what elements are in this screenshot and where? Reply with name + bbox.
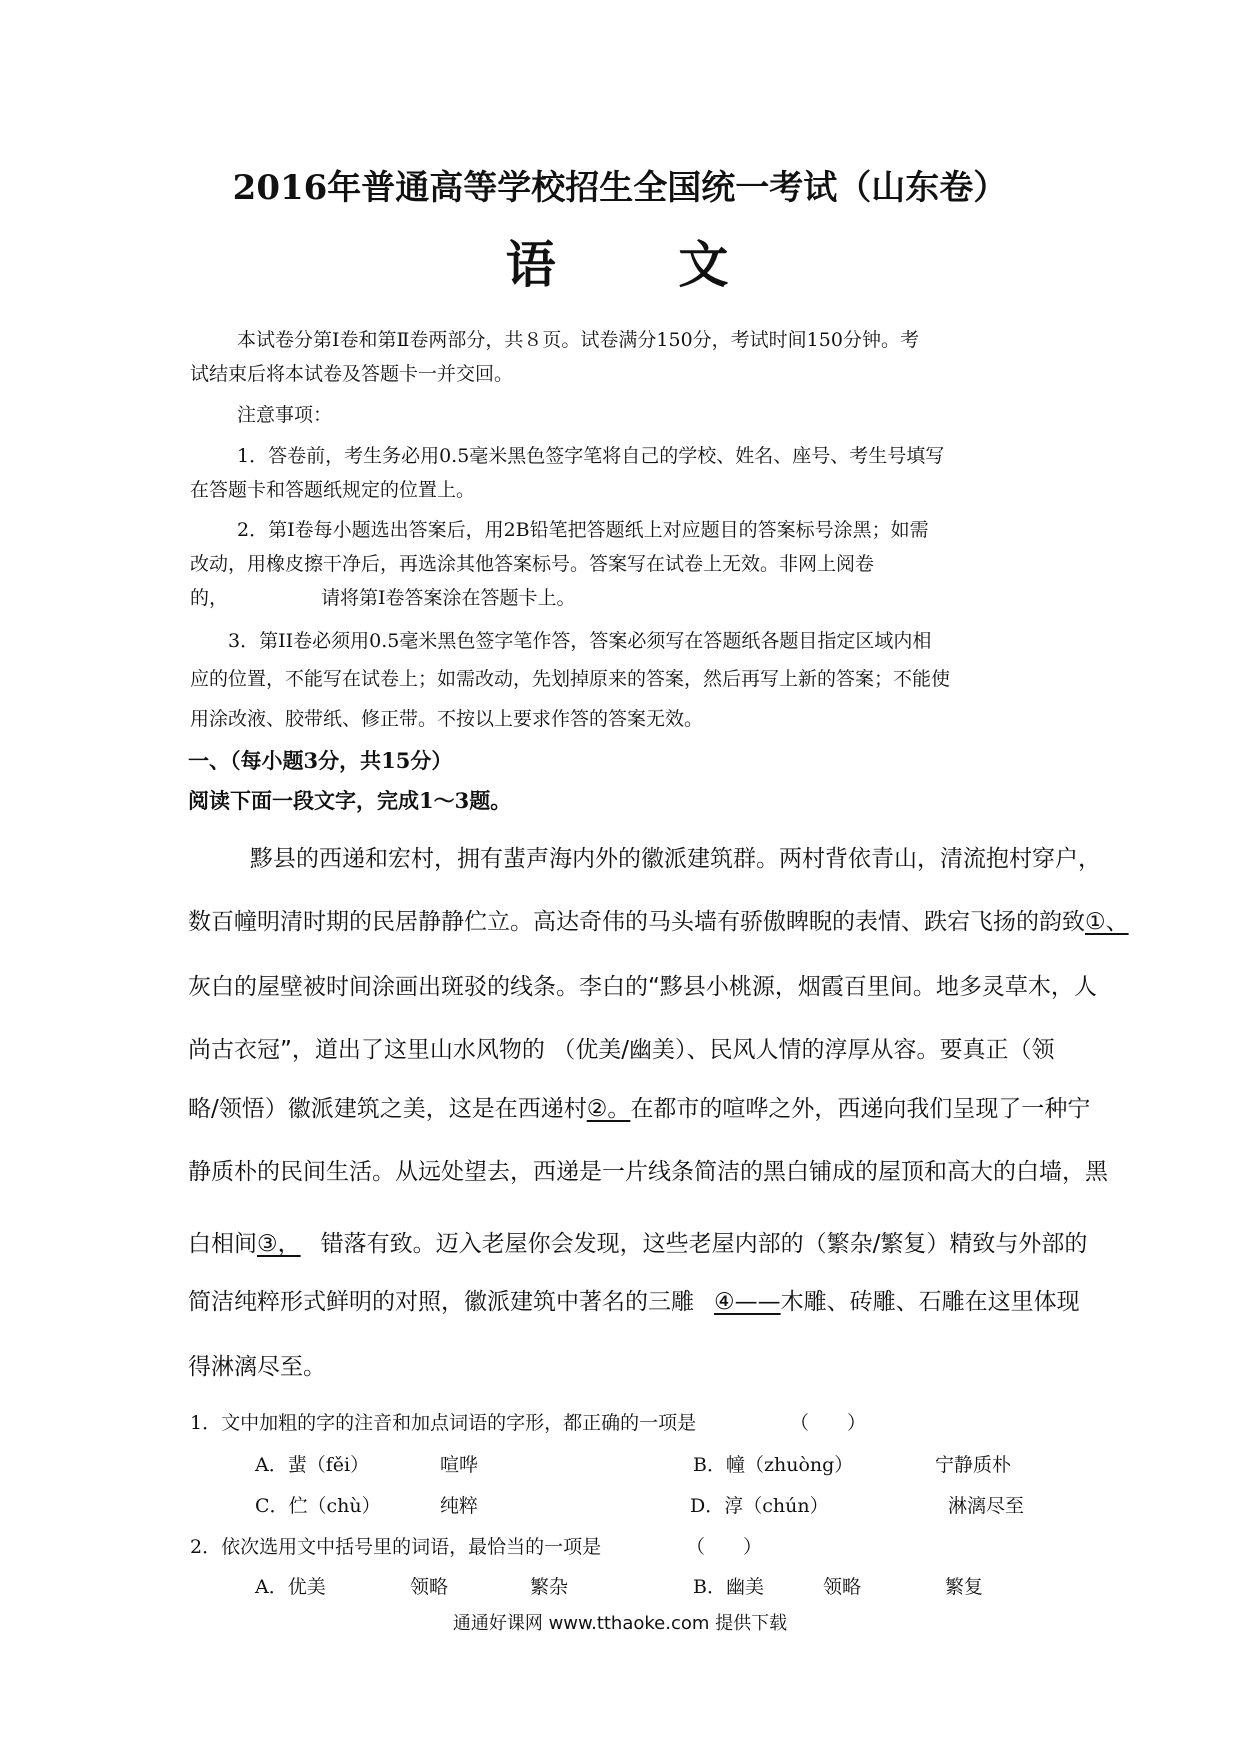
question-2-paren: （ ） bbox=[686, 1536, 763, 1558]
blank-marker-2: ②。 bbox=[586, 1096, 631, 1122]
passage-text: 略/领悟）徽派建筑之美，这是在西递村 bbox=[188, 1096, 587, 1122]
note-1-line-2: 在答题卡和答题纸规定的位置上。 bbox=[190, 479, 476, 501]
passage-text: 白相间 bbox=[188, 1231, 257, 1257]
blank-marker-1: ①、 bbox=[1085, 909, 1129, 935]
q2-option-a-word-3: 繁杂 bbox=[530, 1576, 569, 1598]
passage-line-3: 灰白的屋壁被时间涂画出斑驳的线条。李白的“黟县小桃源，烟霞百里间。地多灵草木，人 bbox=[188, 974, 1097, 1000]
passage-line-1: 黟县的西递和宏村，拥有蜚声海内外的徽派建筑群。两村背依青山，清流抱村穿户， bbox=[250, 846, 1101, 872]
blank-marker-4: ④—— bbox=[714, 1289, 781, 1315]
passage-line-7 bbox=[188, 1225, 1087, 1258]
q1-option-c-word: 纯粹 bbox=[440, 1495, 479, 1517]
passage-line-8 bbox=[188, 1283, 1080, 1316]
passage-text: 错落有致。迈入老屋你会发现，这些老屋内部的（繁杂/繁复）精致与外部的 bbox=[320, 1231, 1088, 1257]
intro-line-1: 本试卷分第Ⅰ卷和第Ⅱ卷两部分，共８页。试卷满分150分，考试时间150分钟。考 bbox=[237, 329, 919, 351]
blank-marker-3: ③， bbox=[257, 1231, 301, 1257]
footer-download-note: 通通好课网 www.tthaoke.com 提供下载 bbox=[452, 1613, 788, 1634]
passage-text: 在都市的喧哗之外，西递向我们呈现了一种宁 bbox=[630, 1096, 1091, 1122]
q2-option-a-label: A．优美 bbox=[255, 1576, 326, 1598]
question-2-stem: 2．依次选用文中括号里的词语，最恰当的一项是 bbox=[190, 1536, 602, 1558]
q2-option-b-label: B．幽美 bbox=[693, 1576, 764, 1598]
passage-line-5 bbox=[188, 1090, 1090, 1123]
passage-text: 简洁纯粹形式鲜明的对照，徽派建筑中著名的三雕 bbox=[188, 1289, 694, 1315]
passage-text: 数百幢明清时期的民居静静伫立。高达奇伟的马头墙有骄傲睥睨的表情、跌宕飞扬的韵致 bbox=[188, 909, 1085, 935]
subject-title bbox=[0, 225, 1240, 297]
note-3-line-1: 3．第II卷必须用0.5毫米黑色签字笔作答，答案必须写在答题纸各题目指定区域内相 bbox=[228, 630, 932, 652]
q1-option-d-word: 淋漓尽至 bbox=[948, 1495, 1025, 1517]
q2-option-a-word-2: 领略 bbox=[410, 1576, 449, 1598]
q1-option-b-word: 宁静质朴 bbox=[935, 1454, 1012, 1476]
section-1-instruction: 阅读下面一段文字，完成1～3题。 bbox=[188, 788, 512, 813]
q1-option-b-label: B．幢（zhuòng） bbox=[693, 1454, 854, 1476]
exam-title: 2016年普通高等学校招生全国统一考试（山东卷） bbox=[232, 168, 1008, 208]
q2-option-b-word-2: 领略 bbox=[823, 1576, 862, 1598]
note-3-line-2: 应的位置，不能写在试卷上；如需改动，先划掉原来的答案，然后再写上新的答案；不能使 bbox=[190, 668, 951, 690]
note-2-line-3a: 的， bbox=[190, 587, 229, 609]
passage-line-6: 静质朴的民间生活。从远处望去，西递是一片线条简洁的黑白铺成的屋顶和高大的白墙，黑 bbox=[188, 1159, 1108, 1185]
q1-option-c-label: C．伫（chù） bbox=[255, 1495, 381, 1517]
subject-char-2: 文 bbox=[678, 235, 735, 294]
note-2-line-3b: 请将第Ⅰ卷答案涂在答题卡上。 bbox=[321, 587, 576, 609]
q2-option-b-word-3: 繁复 bbox=[945, 1576, 984, 1598]
subject-char-1: 语 bbox=[505, 235, 562, 294]
intro-line-2: 试结束后将本试卷及答题卡一并交回。 bbox=[190, 363, 514, 385]
passage-line-2 bbox=[188, 903, 1129, 936]
q1-option-a-word: 喧哗 bbox=[440, 1454, 479, 1476]
section-1-heading: 一、（每小题3分，共15分） bbox=[188, 748, 453, 773]
passage-text: 木雕、砖雕、石雕在这里体现 bbox=[780, 1289, 1080, 1315]
note-2-line-2: 改动，用橡皮擦干净后，再选涂其他答案标号。答案写在试卷上无效。非网上阅卷 bbox=[190, 553, 875, 575]
question-1-paren: （ ） bbox=[790, 1412, 867, 1434]
note-1-line-1: 1．答卷前，考生务必用0.5毫米黑色签字笔将自己的学校、姓名、座号、考生号填写 bbox=[237, 445, 945, 467]
note-2-line-1: 2．第Ⅰ卷每小题选出答案后，用2B铅笔把答题纸上对应题目的答案标号涂黑；如需 bbox=[237, 519, 929, 541]
question-1-stem: 1．文中加粗的字的注音和加点词语的字形，都正确的一项是 bbox=[190, 1412, 697, 1434]
notes-heading: 注意事项： bbox=[237, 404, 333, 426]
q1-option-a-label: A．蜚（fěi） bbox=[255, 1454, 370, 1476]
q1-option-d-label: D．淳（chún） bbox=[690, 1495, 829, 1517]
passage-line-9: 得淋漓尽至。 bbox=[188, 1354, 326, 1380]
passage-line-4: 尚古衣冠”，道出了这里山水风物的 （优美/幽美）、民风人情的淳厚从容。要真正（领 bbox=[188, 1037, 1055, 1063]
note-3-line-3: 用涂改液、胶带纸、修正带。不按以上要求作答的答案无效。 bbox=[190, 708, 704, 730]
